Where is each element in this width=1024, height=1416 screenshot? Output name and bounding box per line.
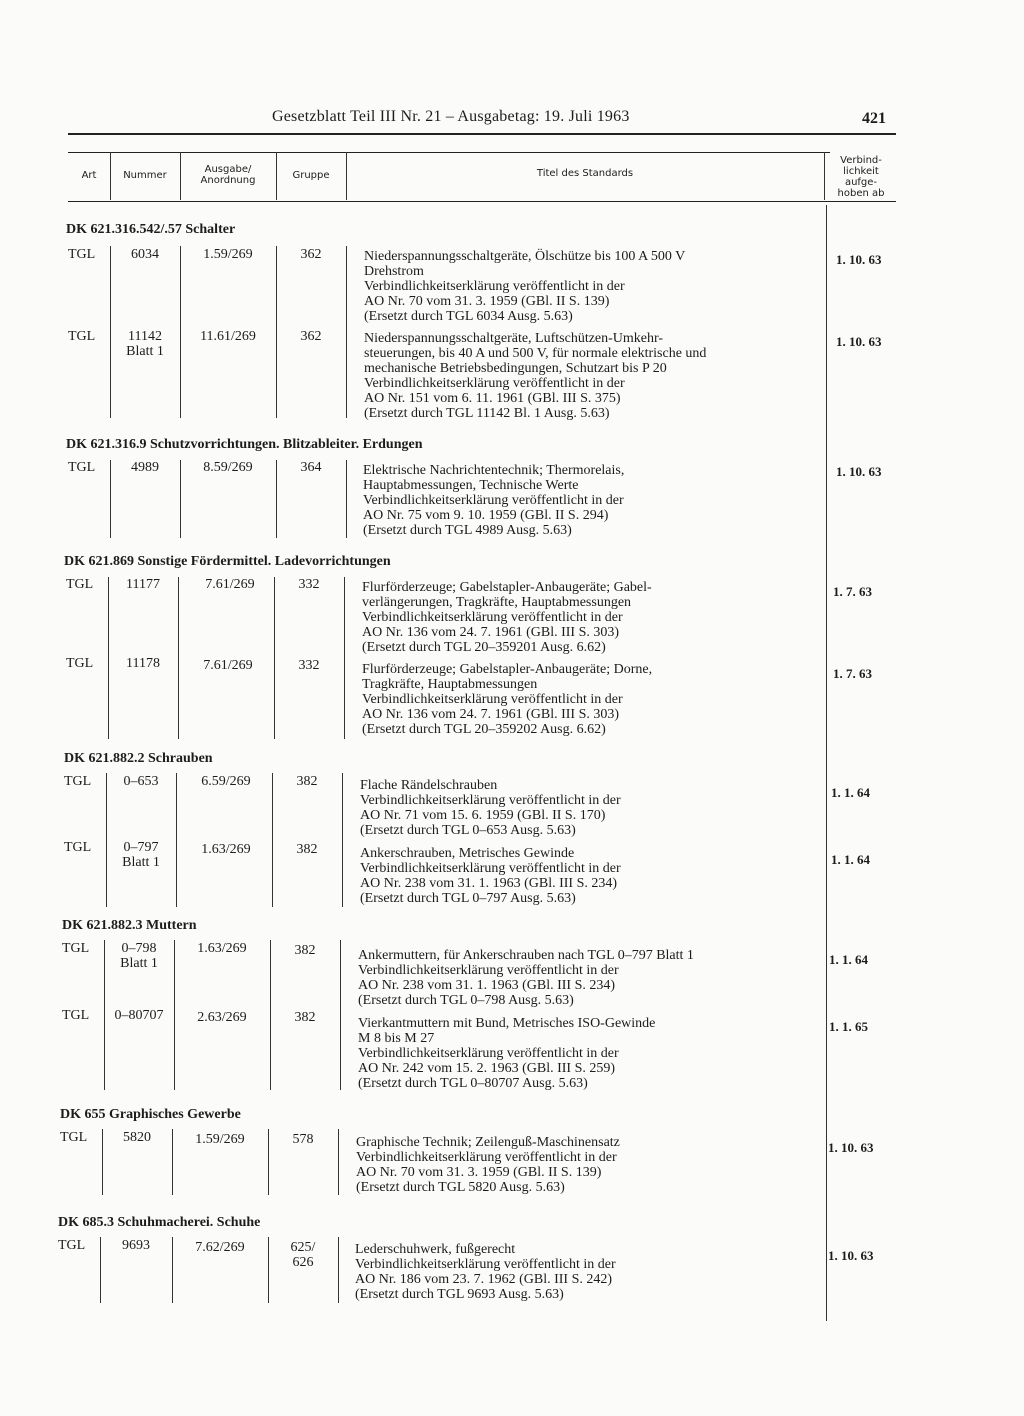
entry-nummer	[110, 329, 180, 359]
entry-title-line: (Ersetzt durch TGL 20–359201 Ausg. 6.62)	[362, 640, 606, 655]
entry-ausgabe: 7.61/269	[205, 577, 255, 592]
entry-art: TGL	[60, 1130, 88, 1145]
entry-gruppe: 332	[298, 658, 320, 673]
entry-art: TGL	[68, 247, 96, 262]
entry-nummer: 6034	[131, 247, 159, 262]
entry-gruppe-line: 625/	[290, 1240, 316, 1255]
entry-title-line: Verbindlichkeitserklärung veröffentlicht in der	[355, 1257, 616, 1272]
column-header-art: Art	[81, 170, 97, 181]
page-header-title: Gesetzblatt Teil III Nr. 21 – Ausgabetag: 19. Juli 1963	[272, 108, 630, 125]
entry-title-line: AO Nr. 71 vom 15. 6. 1959 (GBl. II S. 170)	[360, 808, 606, 823]
column-header-ausgabe	[180, 164, 276, 186]
entry-title-line: Verbindlichkeitserklärung veröffentlicht in der	[358, 963, 619, 978]
table-head-top-rule	[68, 152, 830, 153]
entry-title	[360, 846, 830, 906]
entry-title-line: AO Nr. 136 vom 24. 7. 1961 (GBl. III S. 303)	[362, 707, 620, 722]
entry-title-line: AO Nr. 70 vom 31. 3. 1959 (GBl. II S. 139)	[364, 294, 610, 309]
entry-nummer-line: 0–797	[123, 840, 159, 855]
column-header-verbind-line: aufge-	[844, 177, 878, 188]
entry-title-line: Ankerschrauben, Metrisches Gewinde	[360, 846, 575, 861]
entry-art: TGL	[62, 1008, 90, 1023]
column-header-verbindlichkeit	[826, 155, 896, 199]
entry-title-line: Vierkantmuttern mit Bund, Metrisches ISO-Gewinde	[358, 1016, 656, 1031]
entry-date: 1. 10. 63	[836, 252, 882, 267]
entry-gruppe: 382	[294, 1010, 316, 1025]
entry-title-line: AO Nr. 75 vom 9. 10. 1959 (GBl. II S. 294)	[363, 508, 609, 523]
section-title: DK 621.882.3 Muttern	[62, 918, 197, 933]
entry-nummer: 9693	[122, 1238, 150, 1253]
section-title: DK 621.882.2 Schrauben	[64, 751, 213, 766]
entry-ausgabe: 1.59/269	[195, 1132, 245, 1147]
entry-date: 1. 1. 64	[831, 852, 870, 867]
col-divider	[176, 773, 177, 907]
entry-date: 1. 10. 63	[828, 1140, 874, 1155]
entry-title	[363, 463, 833, 538]
entry-title-line: verlängerungen, Tragkräfte, Hauptabmessungen	[362, 595, 632, 610]
entry-title-line: Verbindlichkeitserklärung veröffentlicht in der	[356, 1150, 617, 1165]
page-number: 421	[862, 110, 886, 127]
entry-title-line: (Ersetzt durch TGL 4989 Ausg. 5.63)	[363, 523, 572, 538]
entry-title-line: (Ersetzt durch TGL 0–798 Ausg. 5.63)	[358, 993, 574, 1008]
entry-title-line: Niederspannungsschaltgeräte, Luftschützen-Umkehr-	[364, 331, 664, 346]
entry-title-line: Verbindlichkeitserklärung veröffentlicht in der	[362, 610, 623, 625]
entry-date: 1. 7. 63	[833, 666, 872, 681]
entry-title-line: steuerungen, bis 40 A und 500 V, für normale elektrische und	[364, 346, 707, 361]
entry-ausgabe: 2.63/269	[197, 1010, 247, 1025]
entry-title	[362, 580, 832, 655]
section-title: DK 655 Graphisches Gewerbe	[60, 1107, 241, 1122]
entry-title-line: Lederschuhwerk, fußgerecht	[355, 1242, 516, 1257]
entry-gruppe: 364	[300, 460, 322, 475]
entry-title-line: AO Nr. 238 vom 31. 1. 1963 (GBl. III S. 234)	[360, 876, 618, 891]
entry-gruppe: 362	[300, 247, 322, 262]
entry-ausgabe: 1.59/269	[203, 247, 253, 262]
entry-title-line: AO Nr. 70 vom 31. 3. 1959 (GBl. II S. 139)	[356, 1165, 602, 1180]
section-title: DK 621.316.542/.57 Schalter	[66, 222, 236, 237]
entry-title	[364, 331, 834, 421]
column-header-ausgabe-line: Ausgabe/	[204, 164, 252, 175]
entry-nummer: 11177	[126, 577, 160, 592]
entry-ausgabe: 7.61/269	[203, 658, 253, 673]
entry-nummer-line: 0–798	[121, 941, 157, 956]
entry-nummer: 4989	[131, 460, 159, 475]
entry-title-line: (Ersetzt durch TGL 11142 Bl. 1 Ausg. 5.63)	[364, 406, 610, 421]
entry-title-line: AO Nr. 186 vom 23. 7. 1962 (GBl. III S. 242)	[355, 1272, 613, 1287]
entry-title	[355, 1242, 825, 1302]
entry-title-line: (Ersetzt durch TGL 0–653 Ausg. 5.63)	[360, 823, 576, 838]
col-divider	[178, 577, 179, 739]
entry-ausgabe: 1.63/269	[197, 941, 247, 956]
table-head-bottom-rule	[68, 201, 896, 202]
entry-title-line: Niederspannungsschaltgeräte, Ölschütze bis 100 A 500 V	[364, 249, 686, 264]
entry-date: 1. 1. 64	[831, 785, 870, 800]
entry-title	[358, 1016, 828, 1091]
entry-art: TGL	[58, 1238, 86, 1253]
entry-ausgabe: 11.61/269	[200, 329, 256, 344]
entry-date: 1. 10. 63	[836, 334, 882, 349]
entry-art: TGL	[66, 577, 94, 592]
col-divider	[344, 577, 345, 739]
entry-title-line: Drehstrom	[364, 264, 424, 279]
entry-nummer: 11178	[126, 656, 160, 671]
entry-gruppe: 382	[296, 842, 318, 857]
entry-art: TGL	[68, 329, 96, 344]
entry-title	[356, 1135, 826, 1195]
entry-title	[364, 249, 834, 324]
entry-gruppe: 382	[296, 774, 318, 789]
column-header-verbind-line: Verbind-	[840, 155, 882, 166]
column-header-ausgabe-line: Anordnung	[200, 175, 256, 186]
entry-title-line: Verbindlichkeitserklärung veröffentlicht in der	[362, 692, 623, 707]
entry-title-line: M 8 bis M 27	[358, 1031, 435, 1046]
col-divider	[346, 460, 347, 538]
col-divider	[338, 1237, 339, 1303]
entry-title-line: Flache Rändelschrauben	[360, 778, 498, 793]
entry-nummer-line: Blatt 1	[120, 956, 158, 971]
entry-gruppe: 578	[292, 1132, 314, 1147]
entry-date: 1. 1. 65	[829, 1019, 868, 1034]
entry-nummer: 0–80707	[114, 1008, 164, 1023]
col-divider	[346, 246, 347, 418]
section-title: DK 621.869 Sonstige Fördermittel. Ladevorrichtungen	[64, 554, 391, 569]
entry-title-line: Verbindlichkeitserklärung veröffentlicht in der	[360, 861, 621, 876]
entry-title-line: AO Nr. 151 vom 6. 11. 1961 (GBl. III S. 375)	[364, 391, 621, 406]
entry-date: 1. 1. 64	[829, 952, 868, 967]
entry-nummer: 5820	[123, 1130, 151, 1145]
entry-nummer	[106, 840, 176, 870]
entry-nummer: 0–653	[123, 774, 159, 789]
entry-title	[358, 948, 828, 1008]
entry-nummer-line: Blatt 1	[126, 344, 164, 359]
entry-title-line: Flurförderzeuge; Gabelstapler-Anbaugeräte; Gabel-	[362, 580, 652, 595]
entry-art: TGL	[64, 840, 92, 855]
entry-title-line: Verbindlichkeitserklärung veröffentlicht in der	[364, 376, 625, 391]
entry-title-line: AO Nr. 242 vom 15. 2. 1963 (GBl. III S. 259)	[358, 1061, 616, 1076]
entry-ausgabe: 6.59/269	[201, 774, 251, 789]
entry-title-line: (Ersetzt durch TGL 6034 Ausg. 5.63)	[364, 309, 573, 324]
col-divider	[272, 773, 273, 907]
entry-art: TGL	[66, 656, 94, 671]
column-header-verbind-line: lichkeit	[843, 166, 879, 177]
col-divider	[338, 1129, 339, 1195]
header-rule	[68, 133, 896, 135]
entry-ausgabe: 8.59/269	[203, 460, 253, 475]
entry-art: TGL	[68, 460, 96, 475]
entry-title-line: (Ersetzt durch TGL 5820 Ausg. 5.63)	[356, 1180, 565, 1195]
entry-date: 1. 10. 63	[836, 464, 882, 479]
entry-title-line: AO Nr. 238 vom 31. 1. 1963 (GBl. III S. 234)	[358, 978, 616, 993]
entry-art: TGL	[62, 941, 90, 956]
entry-title	[360, 778, 830, 838]
entry-nummer	[104, 941, 174, 971]
entry-title-line: Graphische Technik; Zeilenguß-Maschinensatz	[356, 1135, 620, 1150]
entry-title-line: Ankermuttern, für Ankerschrauben nach TGL 0–797 Blatt 1	[358, 948, 694, 963]
section-title: DK 621.316.9 Schutzvorrichtungen. Blitzableiter. Erdungen	[66, 437, 423, 452]
entry-nummer-line: Blatt 1	[122, 855, 160, 870]
entry-gruppe	[268, 1240, 338, 1270]
entry-title	[362, 662, 832, 737]
entry-title-line: AO Nr. 136 vom 24. 7. 1961 (GBl. III S. 303)	[362, 625, 620, 640]
col-divider	[340, 940, 341, 1090]
col-divider	[342, 773, 343, 907]
column-header-gruppe: Gruppe	[292, 170, 330, 181]
entry-title-line: Verbindlichkeitserklärung veröffentlicht in der	[360, 793, 621, 808]
entry-ausgabe: 7.62/269	[195, 1240, 245, 1255]
entry-title-line: Verbindlichkeitserklärung veröffentlicht in der	[364, 279, 625, 294]
col-divider	[824, 152, 825, 200]
entry-gruppe: 332	[298, 577, 320, 592]
entry-title-line: mechanische Betriebsbedingungen, Schutzart bis P 20	[364, 361, 667, 376]
entry-title-line: (Ersetzt durch TGL 0–797 Ausg. 5.63)	[360, 891, 576, 906]
entry-gruppe: 362	[300, 329, 322, 344]
column-header-nummer: Nummer	[123, 170, 167, 181]
entry-gruppe-line: 626	[292, 1255, 314, 1270]
entry-title-line: Verbindlichkeitserklärung veröffentlicht in der	[363, 493, 624, 508]
entry-title-line: Flurförderzeuge; Gabelstapler-Anbaugeräte; Dorne,	[362, 662, 653, 677]
entry-title-line: Elektrische Nachrichtentechnik; Thermorelais,	[363, 463, 625, 478]
column-header-verbind-line: hoben ab	[837, 188, 885, 199]
section-title: DK 685.3 Schuhmacherei. Schuhe	[58, 1215, 261, 1230]
entry-nummer-line: 11142	[128, 329, 162, 344]
entry-ausgabe: 1.63/269	[201, 842, 251, 857]
entry-title-line: (Ersetzt durch TGL 0–80707 Ausg. 5.63)	[358, 1076, 588, 1091]
entry-art: TGL	[64, 774, 92, 789]
column-header-titel: Titel des Standards	[536, 168, 634, 179]
entry-title-line: (Ersetzt durch TGL 9693 Ausg. 5.63)	[355, 1287, 564, 1302]
entry-title-line: (Ersetzt durch TGL 20–359202 Ausg. 6.62)	[362, 722, 606, 737]
entry-date: 1. 10. 63	[828, 1248, 874, 1263]
entry-title-line: Hauptabmessungen, Technische Werte	[363, 478, 579, 493]
entry-gruppe: 382	[294, 943, 316, 958]
entry-date: 1. 7. 63	[833, 584, 872, 599]
entry-title-line: Verbindlichkeitserklärung veröffentlicht in der	[358, 1046, 619, 1061]
entry-title-line: Tragkräfte, Hauptabmessungen	[362, 677, 538, 692]
